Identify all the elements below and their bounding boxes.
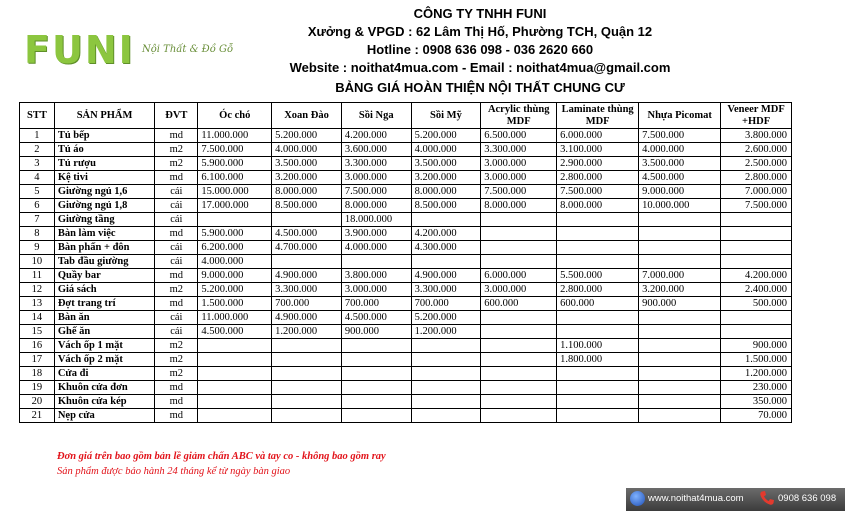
footer-website[interactable]: www.noithat4mua.com — [648, 493, 744, 504]
column-header: Veneer MDF +HDF — [721, 103, 792, 129]
unit: md — [155, 409, 198, 423]
price-cell: 600.000 — [557, 297, 639, 311]
globe-icon — [630, 491, 645, 506]
price-cell: 3.900.000 — [341, 227, 411, 241]
price-cell: 8.000.000 — [272, 185, 342, 199]
price-cell: 3.500.000 — [411, 157, 481, 171]
table-row — [20, 171, 792, 185]
price-cell — [198, 395, 272, 409]
price-cell: 6.200.000 — [198, 241, 272, 255]
price-cell: 2.900.000 — [557, 157, 639, 171]
column-header: Nhựa Picomat — [639, 103, 721, 129]
product-name: Kệ tivi — [54, 171, 154, 185]
company-address: Xưởng & VPGD : 62 Lâm Thị Hố, Phường TCH, Quận 12 — [307, 24, 653, 39]
product-name: Giường ngủ 1,6 — [54, 185, 154, 199]
price-cell: 6.100.000 — [198, 171, 272, 185]
price-cell — [557, 241, 639, 255]
price-cell: 2.600.000 — [721, 143, 792, 157]
product-name: Bàn ăn — [54, 311, 154, 325]
price-cell — [198, 353, 272, 367]
price-cell — [481, 339, 557, 353]
price-cell: 5.500.000 — [557, 269, 639, 283]
price-cell: 350.000 — [721, 395, 792, 409]
price-cell: 4.000.000 — [272, 143, 342, 157]
price-cell: 3.000.000 — [341, 283, 411, 297]
price-cell: 3.300.000 — [411, 283, 481, 297]
price-cell — [341, 255, 411, 269]
price-cell: 8.500.000 — [272, 199, 342, 213]
table-row — [20, 381, 792, 395]
price-cell: 3.800.000 — [341, 269, 411, 283]
price-cell — [557, 227, 639, 241]
row-number: 14 — [20, 311, 55, 325]
price-cell: 4.200.000 — [721, 269, 792, 283]
price-cell — [721, 325, 792, 339]
price-cell — [639, 339, 721, 353]
price-cell: 600.000 — [481, 297, 557, 311]
row-number: 1 — [20, 129, 55, 143]
column-header: ĐVT — [155, 103, 198, 129]
price-cell: 2.800.000 — [557, 171, 639, 185]
price-cell: 900.000 — [341, 325, 411, 339]
price-cell: 900.000 — [721, 339, 792, 353]
price-cell — [639, 255, 721, 269]
price-cell: 4.000.000 — [198, 255, 272, 269]
unit: cái — [155, 213, 198, 227]
company-website: Website : noithat4mua.com - Email : noithat4mua@gmail.com — [289, 60, 671, 75]
price-cell — [639, 241, 721, 255]
row-number: 18 — [20, 367, 55, 381]
company-name: CÔNG TY TNHH FUNI — [413, 6, 547, 21]
price-cell: 5.200.000 — [411, 311, 481, 325]
product-name: Nẹp cửa — [54, 409, 154, 423]
price-cell — [272, 255, 342, 269]
price-cell: 7.500.000 — [481, 185, 557, 199]
price-cell: 7.500.000 — [721, 199, 792, 213]
row-number: 7 — [20, 213, 55, 227]
price-cell — [272, 395, 342, 409]
price-cell: 3.000.000 — [481, 283, 557, 297]
price-cell: 2.500.000 — [721, 157, 792, 171]
unit: cái — [155, 185, 198, 199]
price-cell — [272, 381, 342, 395]
table-row — [20, 213, 792, 227]
phone-icon — [759, 490, 775, 506]
row-number: 3 — [20, 157, 55, 171]
price-cell — [341, 381, 411, 395]
product-name: Giá sách — [54, 283, 154, 297]
product-name: Ghế ăn — [54, 325, 154, 339]
price-cell: 15.000.000 — [198, 185, 272, 199]
price-cell: 2.400.000 — [721, 283, 792, 297]
price-cell — [411, 255, 481, 269]
product-name: Vách ốp 1 mặt — [54, 339, 154, 353]
unit: m2 — [155, 339, 198, 353]
price-cell: 3.200.000 — [411, 171, 481, 185]
row-number: 9 — [20, 241, 55, 255]
price-table — [19, 102, 792, 423]
row-number: 12 — [20, 283, 55, 297]
price-cell: 4.900.000 — [411, 269, 481, 283]
price-cell: 4.300.000 — [411, 241, 481, 255]
table-row — [20, 157, 792, 171]
column-header: STT — [20, 103, 55, 129]
price-cell — [557, 367, 639, 381]
price-cell: 8.500.000 — [411, 199, 481, 213]
document-title: BẢNG GIÁ HOÀN THIỆN NỘI THẤT CHUNG CƯ — [335, 80, 625, 95]
table-row — [20, 311, 792, 325]
table-header-row — [20, 103, 792, 129]
price-cell — [198, 339, 272, 353]
price-cell — [481, 367, 557, 381]
price-cell: 1.200.000 — [272, 325, 342, 339]
price-cell: 1.800.000 — [557, 353, 639, 367]
price-cell: 8.000.000 — [557, 199, 639, 213]
unit: md — [155, 381, 198, 395]
row-number: 5 — [20, 185, 55, 199]
price-cell: 4.500.000 — [272, 227, 342, 241]
price-cell: 17.000.000 — [198, 199, 272, 213]
product-name: Quầy bar — [54, 269, 154, 283]
price-cell — [639, 395, 721, 409]
unit: cái — [155, 311, 198, 325]
price-cell: 9.000.000 — [198, 269, 272, 283]
price-cell: 3.300.000 — [341, 157, 411, 171]
price-cell — [557, 325, 639, 339]
price-cell — [481, 241, 557, 255]
logo-tagline: Nội Thất & Đồ Gỗ — [142, 44, 234, 55]
table-row — [20, 395, 792, 409]
price-cell — [639, 325, 721, 339]
table-row — [20, 353, 792, 367]
price-cell — [721, 255, 792, 269]
price-cell — [411, 381, 481, 395]
price-cell: 6.000.000 — [557, 129, 639, 143]
table-row — [20, 185, 792, 199]
product-name: Giường tầng — [54, 213, 154, 227]
unit: md — [155, 227, 198, 241]
price-cell — [411, 213, 481, 227]
price-cell: 5.200.000 — [198, 283, 272, 297]
price-cell: 700.000 — [272, 297, 342, 311]
price-cell: 700.000 — [341, 297, 411, 311]
column-header: SẢN PHẨM — [54, 103, 154, 129]
price-cell — [481, 255, 557, 269]
price-cell — [481, 381, 557, 395]
price-cell: 1.200.000 — [721, 367, 792, 381]
price-cell: 9.000.000 — [639, 185, 721, 199]
price-cell: 3.500.000 — [272, 157, 342, 171]
product-name: Cửa đi — [54, 367, 154, 381]
table-row — [20, 143, 792, 157]
price-cell — [272, 353, 342, 367]
price-cell: 3.800.000 — [721, 129, 792, 143]
table-row — [20, 241, 792, 255]
price-cell: 4.000.000 — [341, 241, 411, 255]
price-cell: 5.200.000 — [411, 129, 481, 143]
price-cell — [557, 381, 639, 395]
unit: cái — [155, 255, 198, 269]
row-number: 19 — [20, 381, 55, 395]
price-cell: 5.200.000 — [272, 129, 342, 143]
price-cell: 7.500.000 — [557, 185, 639, 199]
unit: md — [155, 171, 198, 185]
price-cell — [198, 213, 272, 227]
price-cell — [411, 353, 481, 367]
price-cell: 1.500.000 — [198, 297, 272, 311]
price-cell: 4.900.000 — [272, 269, 342, 283]
price-cell — [272, 213, 342, 227]
price-cell: 7.500.000 — [341, 185, 411, 199]
price-cell — [639, 367, 721, 381]
product-name: Tủ rượu — [54, 157, 154, 171]
table-row — [20, 129, 792, 143]
row-number: 16 — [20, 339, 55, 353]
price-cell — [557, 255, 639, 269]
price-cell: 4.200.000 — [411, 227, 481, 241]
price-cell: 4.000.000 — [411, 143, 481, 157]
product-name: Tab đầu giường — [54, 255, 154, 269]
price-cell: 700.000 — [411, 297, 481, 311]
column-header: Acrylic thùng MDF — [481, 103, 557, 129]
price-cell: 7.000.000 — [639, 269, 721, 283]
unit: md — [155, 129, 198, 143]
product-name: Tủ áo — [54, 143, 154, 157]
product-name: Khuôn cửa đơn — [54, 381, 154, 395]
price-cell: 3.500.000 — [639, 157, 721, 171]
price-cell: 3.300.000 — [272, 283, 342, 297]
price-cell: 4.200.000 — [341, 129, 411, 143]
price-cell: 1.500.000 — [721, 353, 792, 367]
unit: md — [155, 269, 198, 283]
product-name: Bàn phấn + đôn — [54, 241, 154, 255]
price-cell — [557, 311, 639, 325]
row-number: 2 — [20, 143, 55, 157]
price-cell — [341, 395, 411, 409]
row-number: 15 — [20, 325, 55, 339]
price-cell: 7.500.000 — [639, 129, 721, 143]
table-row — [20, 227, 792, 241]
unit: m2 — [155, 157, 198, 171]
price-cell: 900.000 — [639, 297, 721, 311]
column-header: Xoan Đào — [272, 103, 342, 129]
price-cell: 4.500.000 — [341, 311, 411, 325]
company-hotline: Hotline : 0908 636 098 - 036 2620 660 — [366, 42, 594, 57]
price-cell: 7.500.000 — [198, 143, 272, 157]
price-cell — [341, 409, 411, 423]
price-cell: 5.900.000 — [198, 157, 272, 171]
note-hinge: Đơn giá trên bao gồm bản lề giảm chấn ABC và tay co - không bao gồm ray — [57, 451, 386, 462]
price-cell — [272, 409, 342, 423]
price-cell — [272, 367, 342, 381]
column-header: Sồi Nga — [341, 103, 411, 129]
price-cell — [721, 213, 792, 227]
price-cell — [411, 395, 481, 409]
price-cell — [481, 227, 557, 241]
price-cell: 4.500.000 — [639, 171, 721, 185]
price-cell: 3.000.000 — [481, 157, 557, 171]
product-name: Tủ bếp — [54, 129, 154, 143]
price-cell: 500.000 — [721, 297, 792, 311]
unit: m2 — [155, 353, 198, 367]
row-number: 13 — [20, 297, 55, 311]
price-cell: 3.100.000 — [557, 143, 639, 157]
table-row — [20, 255, 792, 269]
table-row — [20, 339, 792, 353]
price-cell: 3.300.000 — [481, 143, 557, 157]
column-header: Sồi Mỹ — [411, 103, 481, 129]
price-cell — [639, 409, 721, 423]
price-cell — [557, 213, 639, 227]
footer-phone[interactable]: 0908 636 098 — [778, 493, 837, 504]
price-cell: 7.000.000 — [721, 185, 792, 199]
logo-text: FUNI — [24, 28, 135, 72]
price-cell — [411, 367, 481, 381]
row-number: 4 — [20, 171, 55, 185]
row-number: 17 — [20, 353, 55, 367]
product-name: Bàn làm việc — [54, 227, 154, 241]
price-cell: 8.000.000 — [341, 199, 411, 213]
price-cell — [481, 353, 557, 367]
price-cell — [411, 409, 481, 423]
price-cell: 4.700.000 — [272, 241, 342, 255]
price-cell: 3.200.000 — [272, 171, 342, 185]
price-cell: 11.000.000 — [198, 311, 272, 325]
table-row — [20, 199, 792, 213]
price-cell: 3.000.000 — [341, 171, 411, 185]
product-name: Vách ốp 2 mặt — [54, 353, 154, 367]
price-cell — [481, 311, 557, 325]
row-number: 21 — [20, 409, 55, 423]
product-name: Khuôn cửa kép — [54, 395, 154, 409]
row-number: 11 — [20, 269, 55, 283]
price-cell — [639, 213, 721, 227]
unit: md — [155, 395, 198, 409]
product-name: Đợt trang trí — [54, 297, 154, 311]
table-row — [20, 269, 792, 283]
table-row — [20, 283, 792, 297]
price-cell — [639, 311, 721, 325]
price-cell — [639, 227, 721, 241]
column-header: Óc chó — [198, 103, 272, 129]
price-cell: 3.200.000 — [639, 283, 721, 297]
unit: m2 — [155, 143, 198, 157]
price-cell — [557, 395, 639, 409]
price-cell — [341, 339, 411, 353]
product-name: Giường ngủ 1,8 — [54, 199, 154, 213]
row-number: 20 — [20, 395, 55, 409]
price-cell: 18.000.000 — [341, 213, 411, 227]
price-cell — [557, 409, 639, 423]
unit: cái — [155, 241, 198, 255]
row-number: 8 — [20, 227, 55, 241]
price-cell: 6.000.000 — [481, 269, 557, 283]
price-cell — [721, 227, 792, 241]
price-cell — [198, 367, 272, 381]
price-cell: 3.600.000 — [341, 143, 411, 157]
price-cell: 8.000.000 — [481, 199, 557, 213]
price-cell — [198, 409, 272, 423]
unit: cái — [155, 325, 198, 339]
price-cell: 230.000 — [721, 381, 792, 395]
price-cell — [721, 241, 792, 255]
price-cell: 3.000.000 — [481, 171, 557, 185]
column-header: Laminate thùng MDF — [557, 103, 639, 129]
table-row — [20, 367, 792, 381]
price-cell — [481, 409, 557, 423]
price-cell — [341, 367, 411, 381]
note-warranty: Sản phẩm được bảo hành 24 tháng kể từ ngày bàn giao — [57, 466, 291, 477]
table-row — [20, 409, 792, 423]
price-cell: 4.900.000 — [272, 311, 342, 325]
unit: m2 — [155, 283, 198, 297]
row-number: 6 — [20, 199, 55, 213]
price-cell: 4.000.000 — [639, 143, 721, 157]
price-cell — [272, 339, 342, 353]
price-cell: 4.500.000 — [198, 325, 272, 339]
unit: md — [155, 297, 198, 311]
price-cell — [721, 311, 792, 325]
price-cell: 2.800.000 — [721, 171, 792, 185]
price-cell — [481, 213, 557, 227]
price-cell: 1.200.000 — [411, 325, 481, 339]
row-number: 10 — [20, 255, 55, 269]
unit: cái — [155, 199, 198, 213]
unit: m2 — [155, 367, 198, 381]
price-cell: 70.000 — [721, 409, 792, 423]
price-cell — [341, 353, 411, 367]
table-row — [20, 325, 792, 339]
price-cell: 1.100.000 — [557, 339, 639, 353]
price-cell — [481, 325, 557, 339]
price-cell — [411, 339, 481, 353]
price-cell: 10.000.000 — [639, 199, 721, 213]
price-cell: 11.000.000 — [198, 129, 272, 143]
price-cell: 5.900.000 — [198, 227, 272, 241]
price-cell: 6.500.000 — [481, 129, 557, 143]
price-cell — [198, 381, 272, 395]
price-cell — [481, 395, 557, 409]
price-cell — [639, 353, 721, 367]
table-row — [20, 297, 792, 311]
price-cell: 2.800.000 — [557, 283, 639, 297]
price-cell — [639, 381, 721, 395]
price-cell: 8.000.000 — [411, 185, 481, 199]
